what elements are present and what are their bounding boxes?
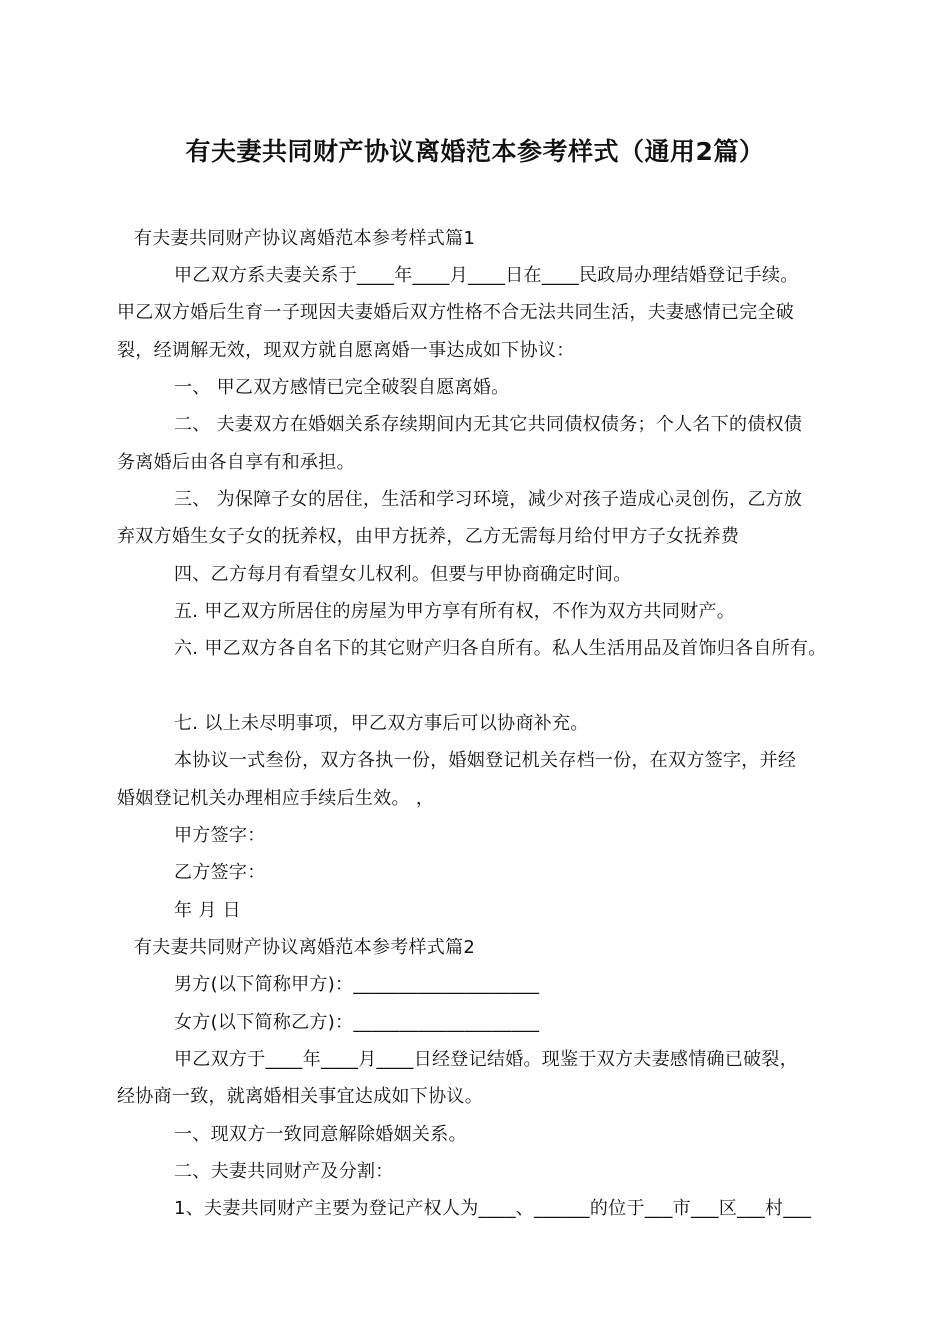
section1-item-3-line-1: 三、 为保障子女的居住，生活和学习环境，减少对孩子造成心灵创伤，乙方放 — [174, 489, 803, 510]
section1-item-6: 六. 甲乙双方各自名下的其它财产归各自所有。私人生活用品及首饰归各自所有。 — [174, 638, 827, 659]
section1-heading: 有夫妻共同财产协议离婚范本参考样式篇1 — [134, 228, 476, 249]
section1-intro-line-3: 裂，经调解无效，现双方就自愿离婚一事达成如下协议： — [117, 340, 575, 361]
section1-item-5: 五. 甲乙双方所居住的房屋为甲方享有所有权，不作为双方共同财产。 — [174, 601, 736, 622]
signature-date: 年 月 日 — [174, 900, 241, 921]
section2-intro-line-1: 甲乙双方于____年____月____日经登记结婚。现鉴于双方夫妻感情确已破裂， — [174, 1049, 798, 1070]
section1-item-7: 七. 以上未尽明事项，甲乙双方事后可以协商补充。 — [174, 713, 589, 734]
section2-item-1: 一、现双方一致同意解除婚姻关系。 — [174, 1124, 467, 1145]
signature-party-b: 乙方签字： — [174, 862, 266, 883]
section1-item-3-line-2: 弃双方婚生女子女的抚养权，由甲方抚养，乙方无需每月给付甲方子女抚养费 — [117, 526, 740, 547]
document-title: 有夫妻共同财产协议离婚范本参考样式（通用2篇） — [185, 137, 765, 166]
section1-item-2-line-1: 二、 夫妻双方在婚姻关系存续期间内无其它共同债权债务；个人名下的债权债 — [174, 414, 803, 435]
section2-male-party: 男方(以下简称甲方)：____________________ — [174, 974, 540, 995]
section1-intro-line-1: 甲乙双方系夫妻关系于____年____月____日在____民政局办理结婚登记手续。 — [174, 265, 799, 286]
section2-heading: 有夫妻共同财产协议离婚范本参考样式篇2 — [134, 937, 476, 958]
section2-intro-line-2: 经协商一致，就离婚相关事宜达成如下协议。 — [117, 1086, 483, 1107]
section1-intro-line-2: 甲乙双方婚后生育一子现因夫妻婚后双方性格不合无法共同生活，夫妻感情已完全破 — [117, 302, 795, 323]
section2-item-2-1: 1、夫妻共同财产主要为登记产权人为____、______的位于___市___区___村___ — [174, 1198, 812, 1219]
section1-item-4: 四、乙方每月有看望女儿权利。但要与甲协商确定时间。 — [174, 564, 632, 585]
section1-item-1: 一、 甲乙双方感情已完全破裂自愿离婚。 — [174, 377, 510, 398]
section1-item-2-line-2: 务离婚后由各自享有和承担。 — [117, 452, 355, 473]
section2-item-2: 二、夫妻共同财产及分割： — [174, 1161, 394, 1182]
section1-closing-line-1: 本协议一式叁份，双方各执一份，婚姻登记机关存档一份，在双方签字，并经 — [174, 750, 797, 771]
signature-party-a: 甲方签字： — [174, 825, 266, 846]
section1-closing-line-2: 婚姻登记机关办理相应手续后生效。 ， — [117, 788, 435, 809]
section2-female-party: 女方(以下简称乙方)：____________________ — [174, 1012, 540, 1033]
